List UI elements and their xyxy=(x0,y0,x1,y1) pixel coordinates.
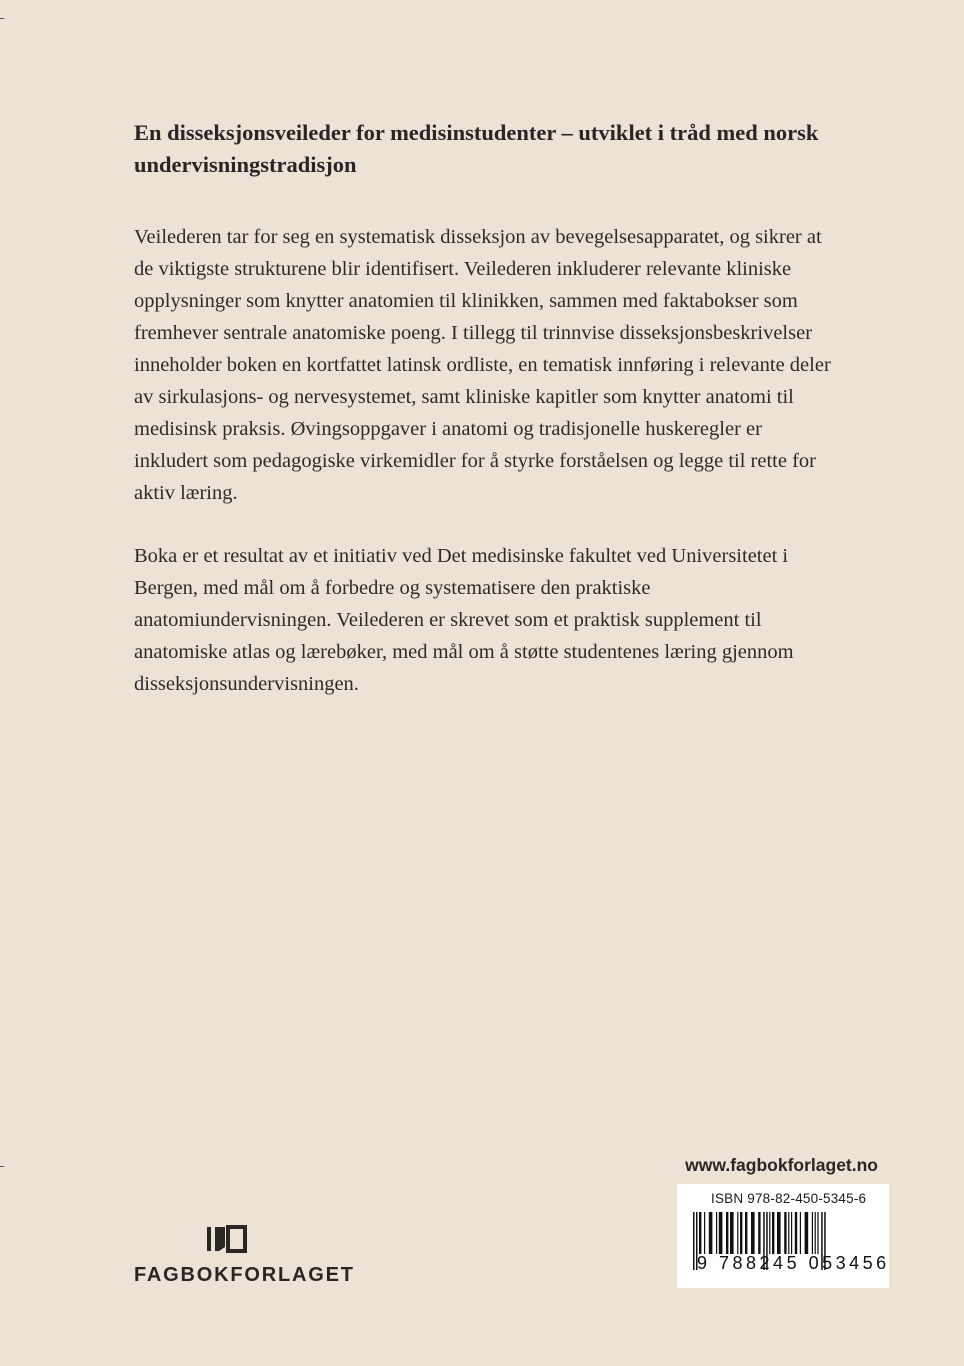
publisher-website: www.fagbokforlaget.no xyxy=(685,1155,878,1175)
back-cover-text xyxy=(134,117,834,731)
publisher-name: FAGBOKFORLAGET xyxy=(134,1264,355,1286)
isbn-barcode-panel xyxy=(677,1184,889,1288)
barcode-digits: 9 788245 053456 xyxy=(697,1253,890,1273)
isbn-label: ISBN 978-82-450-5345-6 xyxy=(711,1191,867,1206)
headline: En disseksjonsveileder for medisinstudenter – utviklet i tråd med norsk undervisningstradisjon xyxy=(134,120,819,177)
description-paragraph: Veilederen tar for seg en systematisk disseksjon av bevegelsesapparatet, og sikrer at de viktigste strukturene blir identifisert. Veilederen inkluderer relevante kliniske opplysninger som knytter anatomien til klinikken, sammen med faktabokser som fremhever sentrale anatomiske poeng. I tillegg til trinnvise disseksjonsbeskrivelser inneholder boken en kortfattet latinsk ordliste, en tematisk innføring i relevante deler av sirkulasjons- og nervesystemet, samt kliniske kapitler som knytter anatomi til medisinsk praksis. Øvingsoppgaver i anatomi og tradisjonelle huskeregler er inkludert som pedagogiske virkemidler for å styrke forståelsen og legge til rette for aktiv læring. xyxy=(134,226,831,504)
origin-paragraph: Boka er et resultat av et initiativ ved Det medisinske fakultet ved Universitetet i Bergen, med mål om å forbedre og systematisere den praktiske anatomiundervisningen. Veilederen er skrevet som et praktisk supplement til anatomiske atlas og lærebøker, med mål om å støtte studentenes læring gjennom disseksjonsundervisningen. xyxy=(134,545,794,695)
crop-mark-top xyxy=(0,18,4,19)
crop-mark-bottom xyxy=(0,1166,4,1167)
book-stack-icon xyxy=(207,1224,247,1254)
